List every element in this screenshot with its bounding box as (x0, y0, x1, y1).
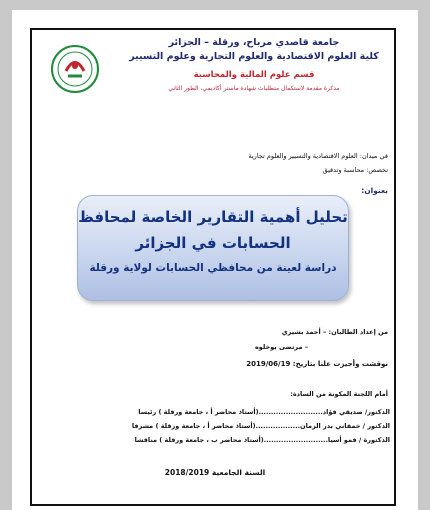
committee-member: الدكتورة / قمو أسيا..........................(أستاذ محاضر ب ، جامعة ورقلة ) مناقشا (134, 436, 390, 444)
department-name: قسم علوم المالية والمحاسبة (193, 70, 315, 80)
title-label: بعنوان: (361, 186, 388, 195)
prepared-by: من إعداد الطالبان: – أحمد بشيري (281, 328, 388, 336)
student-2: – مرتضى بوخلوه (254, 343, 308, 351)
faculty-name: كلية العلوم الاقتصادية والعلوم التجارية وعلوم التسيير (129, 51, 379, 62)
document-page (12, 10, 418, 510)
header (104, 36, 404, 94)
title-box (77, 195, 349, 301)
university-name: جامعة قاصدي مرباح، ورقلة – الجزائر (168, 37, 340, 48)
field-line: في ميدان: العلوم الاقتصادية والتسيير والعلوم تجارية (248, 152, 388, 160)
university-logo (50, 44, 100, 94)
committee-member: الدكتور/ صديقي فؤاد..........................(أستاذ محاضر أ ، جامعة ورقلة ) رئيسا (138, 408, 390, 416)
committee-title: أمام اللجنة المكونة من السادة: (290, 390, 388, 398)
subtitle: دراسة لعينة من محافظي الحسابات لولاية ورقلة (89, 262, 337, 274)
memo-note: مذكرة مقدمة لاستكمال متطلبات شهادة ماستر أكاديمي، الطور الثاني (168, 85, 340, 92)
title-line-1: تحليل أهمية التقارير الخاصة لمحافظ (78, 208, 348, 226)
title-line-2: الحسابات في الجزائر (135, 234, 291, 252)
committee-member: الدكتور / خمقاني بدر الزمان..................(أستاذ محاضر أ ، جامعة ورقلة ) مشرفا (131, 422, 390, 430)
defense-date: نوقشت وأجيزت علنا بتاريخ: 2019/06/19 (246, 360, 388, 368)
specialization: تخصص: محاسبة وتدقيق (322, 166, 388, 174)
academic-year: السنة الجامعية 2018/2019 (164, 468, 266, 477)
